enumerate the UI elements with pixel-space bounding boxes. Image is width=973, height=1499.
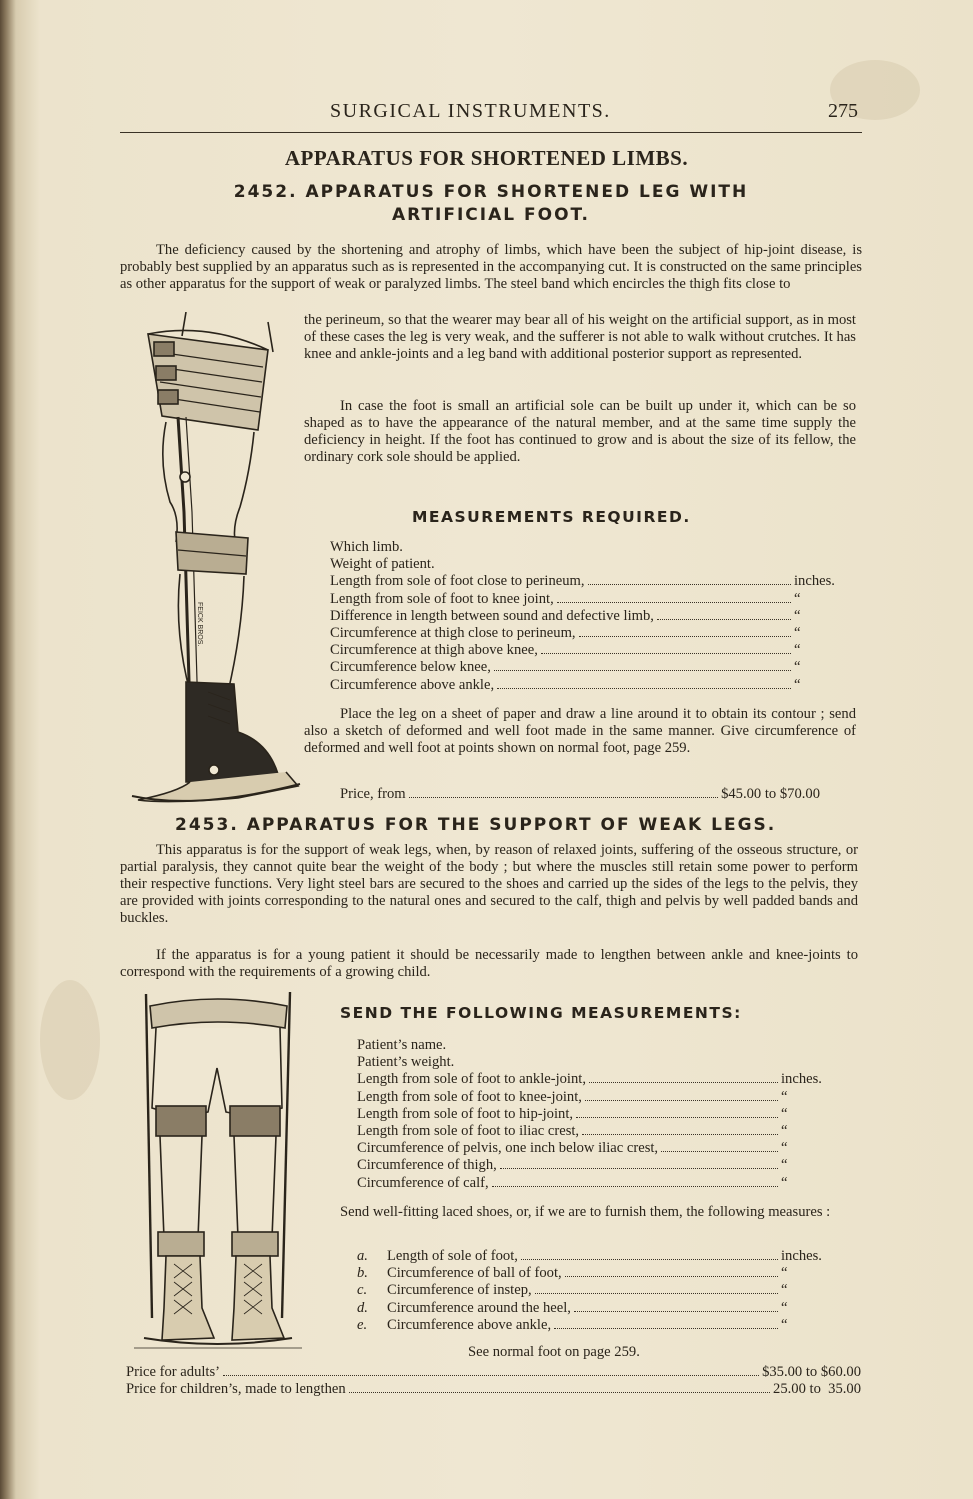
measurement-item	[357, 1123, 827, 1140]
leader-dots	[557, 602, 791, 603]
maker-label: FEICK BROS.	[196, 602, 203, 647]
leader-dots	[657, 619, 791, 620]
section-2452-heading-line2: ARTIFICIAL FOOT.	[391, 205, 591, 225]
measurement-label: Patient’s weight.	[357, 1054, 455, 1071]
section-2452-body-2: In case the foot is small an artificial sole can be built up under it, which can be so shaped as to have the appearance of the natural member, and at the same time supply the deficiency in height. If the foot has continued to grow and is about the size of its fellow, the ordinary cork sole should be applied.	[304, 398, 856, 465]
measurement-item	[330, 608, 840, 625]
measurement-item	[357, 1265, 827, 1282]
measurement-item	[330, 573, 840, 590]
measurement-label: Patient’s name.	[357, 1037, 447, 1053]
price-row	[126, 1364, 861, 1381]
measurement-item	[330, 539, 840, 556]
leader-dots	[589, 1082, 778, 1083]
measurement-item	[357, 1300, 827, 1317]
leader-dots	[582, 1134, 778, 1135]
measurement-item	[357, 1037, 827, 1054]
section-2452-instructions: Place the leg on a sheet of paper and draw a line around it to obtain its contour ; send also a sketch of deformed and well foot made in the same manner. Give circumference of deformed and well foot at points shown on normal foot, page 259.	[304, 706, 856, 756]
measurement-item	[357, 1248, 827, 1265]
shoes-note: Send well-fitting laced shoes, or, if we are to furnish them, the following measures :	[340, 1204, 831, 1220]
running-title: SURGICAL INSTRUMENTS.	[330, 100, 611, 122]
measurement-item	[357, 1071, 827, 1088]
section-2452-intro: The deficiency caused by the shortening and atrophy of limbs, which have been the subject of hip-joint disease, is probably best supplied by an apparatus such as is represented in the accompanying cut. It is constructed on the same principles as other apparatus for the support of weak or paralyzed limbs. The steel band which encircles the thigh fits close to	[120, 242, 862, 292]
measurement-unit: inches.	[781, 1071, 822, 1088]
measurement-label: Circumference at thigh close to perineum,	[330, 625, 576, 642]
measurement-item	[357, 1140, 827, 1157]
measurement-label: Length of sole of foot,	[387, 1248, 518, 1264]
measurement-unit: “	[794, 625, 801, 642]
leader-dots	[497, 688, 791, 689]
leader-dots	[576, 1117, 778, 1118]
price-value: 25.00 to 35.00	[773, 1381, 861, 1397]
measurement-label: Circumference of ball of foot,	[387, 1265, 562, 1282]
leader-dots	[585, 1100, 778, 1101]
leader-dots	[492, 1186, 778, 1187]
running-head	[120, 100, 862, 133]
leader-dots	[349, 1392, 770, 1393]
measurement-label: Length from sole of foot to knee-joint,	[357, 1088, 582, 1105]
measurement-label: Length from sole of foot to iliac crest,	[357, 1123, 580, 1140]
measurement-label: Circumference of pelvis, one inch below iliac crest,	[357, 1140, 659, 1157]
section-2452-heading: 2452. APPARATUS FOR SHORTENED LEG WITH	[233, 182, 749, 202]
measurement-unit: “	[794, 642, 801, 659]
item-letter: e.	[357, 1316, 368, 1333]
measurement-unit: “	[781, 1299, 788, 1316]
measurement-unit: “	[781, 1174, 788, 1191]
measurement-unit: “	[781, 1140, 788, 1157]
send-measurements-list	[357, 1037, 827, 1192]
leader-dots	[554, 1328, 778, 1329]
measurement-label: Circumference of instep,	[387, 1282, 532, 1299]
price-label: Price for children’s, made to lengthen	[126, 1381, 346, 1397]
measurement-label: Circumference of calf,	[357, 1174, 489, 1191]
leader-dots	[494, 670, 791, 671]
measurement-unit: “	[781, 1157, 788, 1174]
measurement-label: Length from sole of foot to ankle-joint,	[357, 1071, 586, 1088]
price-row	[126, 1381, 861, 1398]
price-value: $45.00 to $70.00	[721, 786, 820, 802]
weak-legs-apparatus-illustration	[122, 988, 307, 1368]
measurement-item	[357, 1106, 827, 1123]
measurement-item	[330, 642, 840, 659]
measurement-unit: “	[794, 607, 801, 624]
section-2453-body-1: This apparatus is for the support of weak legs, when, by reason of relaxed joints, suffering of the osseous structure, or partial paralysis, they cannot quite bear the weight of the body ; but where the muscles still retain some power to perform their respective functions. Very light steel bars are secured to the shoes and carried up the sides of the legs to the pelvis, they are provided with joints corresponding to the natural ones and secured to the calf, thigh and pelvis by well padded bands and buckles.	[120, 842, 858, 926]
measurement-unit: “	[794, 659, 801, 676]
main-heading: APPARATUS FOR SHORTENED LIMBS.	[284, 146, 689, 170]
measurement-item	[330, 677, 840, 694]
measurement-unit: “	[781, 1088, 788, 1105]
shortened-leg-apparatus-illustration	[118, 312, 304, 807]
measurement-label: Difference in length between sound and defective limb,	[330, 607, 654, 624]
section-2452-body-1: the perineum, so that the wearer may bear all of his weight on the artificial support, as in most of these cases the leg is very weak, and the sufferer is not able to walk without crutches. It has knee and ankle-joints and a leg band with additional posterior support as represented.	[304, 312, 856, 362]
measurement-label: Length from sole of foot to hip-joint,	[357, 1105, 574, 1122]
measurement-item	[330, 625, 840, 642]
measurement-item	[330, 591, 840, 608]
shoe-measures-list	[357, 1248, 827, 1334]
item-letter: b.	[357, 1265, 368, 1282]
measurement-label: Length from sole of foot close to perineum,	[330, 573, 585, 590]
section-2453-heading: 2453. APPARATUS FOR THE SUPPORT OF WEAK LEGS.	[175, 815, 777, 835]
see-normal-foot-note: See normal foot on page 259.	[468, 1344, 640, 1360]
measurement-label: Circumference above ankle,	[330, 676, 495, 693]
measurement-item	[357, 1175, 827, 1192]
leader-dots	[661, 1151, 778, 1152]
measurement-unit: “	[794, 676, 801, 693]
leader-dots	[535, 1293, 778, 1294]
measurement-label: Which limb.	[330, 539, 403, 555]
measurement-unit: “	[781, 1105, 788, 1122]
measurements-required-title: MEASUREMENTS REQUIRED.	[412, 508, 691, 526]
leader-dots	[565, 1276, 778, 1277]
measurement-label: Circumference around the heel,	[387, 1299, 571, 1316]
measurement-item	[330, 659, 840, 676]
price-label: Price, from	[340, 786, 406, 802]
measurement-unit: “	[781, 1123, 788, 1140]
leader-dots	[521, 1259, 778, 1260]
price-label: Price for adults’	[126, 1364, 221, 1380]
measurement-unit: “	[794, 590, 801, 607]
send-measurements-title: SEND THE FOLLOWING MEASUREMENTS:	[340, 1004, 742, 1022]
section-2452-price	[340, 786, 820, 803]
measurement-unit: inches.	[794, 573, 835, 590]
measurement-label: Circumference at thigh above knee,	[330, 642, 538, 659]
item-letter: a.	[357, 1248, 368, 1264]
price-value: $35.00 to $60.00	[762, 1364, 861, 1380]
item-letter: c.	[357, 1282, 368, 1299]
leader-dots	[574, 1311, 778, 1312]
measurement-item	[357, 1054, 827, 1071]
measurement-item	[330, 556, 840, 573]
measurement-unit: inches.	[781, 1248, 822, 1264]
measurement-label: Circumference below knee,	[330, 659, 491, 676]
measurement-unit: “	[781, 1316, 788, 1333]
measurement-item	[357, 1157, 827, 1174]
leader-dots	[588, 584, 791, 585]
measurement-item	[357, 1089, 827, 1106]
page-number: 275	[828, 100, 858, 122]
leader-dots	[500, 1168, 778, 1169]
leader-dots	[409, 797, 718, 798]
measurement-item	[357, 1282, 827, 1299]
measurement-unit: “	[781, 1282, 788, 1299]
measurement-label: Circumference above ankle,	[387, 1316, 552, 1333]
measurements-required-list	[330, 539, 840, 694]
measurement-label: Weight of patient.	[330, 556, 435, 573]
item-letter: d.	[357, 1299, 368, 1316]
measurement-label: Length from sole of foot to knee joint,	[330, 590, 554, 607]
measurement-item	[357, 1317, 827, 1334]
section-2453-body-2: If the apparatus is for a young patient it should be necessarily made to lengthen between ankle and knee-joints to correspond with the requirements of a growing child.	[120, 947, 858, 980]
leader-dots	[541, 653, 791, 654]
measurement-label: Circumference of thigh,	[357, 1157, 497, 1174]
measurement-unit: “	[781, 1265, 788, 1282]
leader-dots	[223, 1375, 759, 1376]
leader-dots	[579, 636, 791, 637]
paper-stain	[40, 980, 100, 1100]
